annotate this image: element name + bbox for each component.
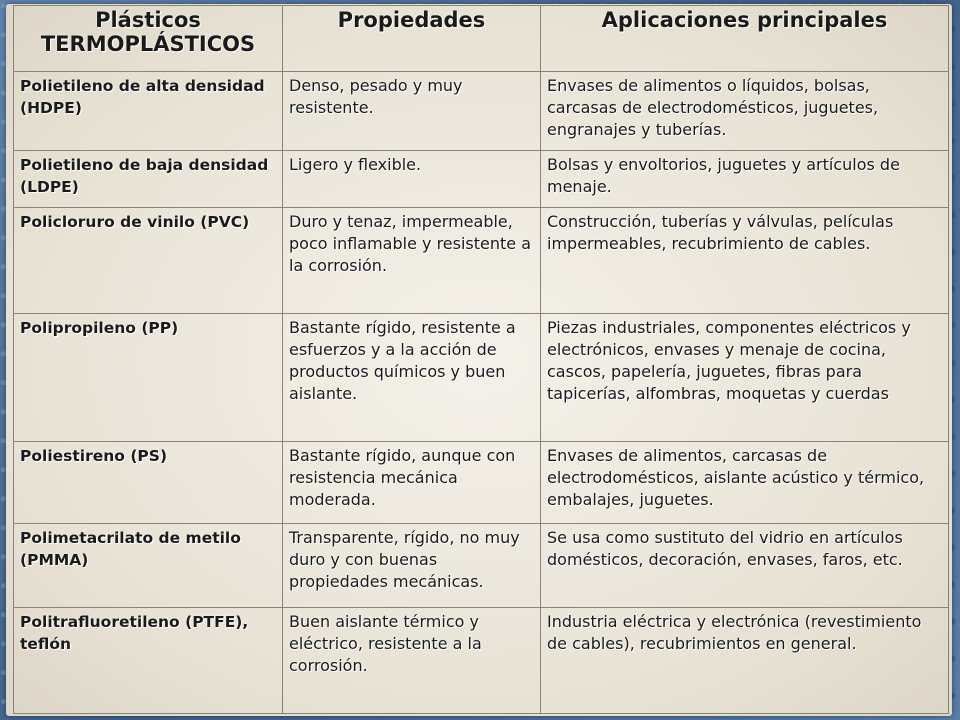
plastic-applications: Se usa como sustituto del vidrio en artículos domésticos, decoración, envases, faros, etc. bbox=[541, 524, 949, 608]
plastic-name: Policloruro de vinilo (PVC) bbox=[14, 208, 283, 314]
plastic-properties: Bastante rígido, resistente a esfuerzos y a la acción de productos químicos y buen aislante. bbox=[283, 314, 541, 442]
plastic-applications: Bolsas y envoltorios, juguetes y artículos de menaje. bbox=[541, 151, 949, 208]
plastic-properties: Transparente, rígido, no muy duro y con buenas propiedades mecánicas. bbox=[283, 524, 541, 608]
plastic-name: Poliestireno (PS) bbox=[14, 442, 283, 524]
plastic-properties: Bastante rígido, aunque con resistencia mecánica moderada. bbox=[283, 442, 541, 524]
plastic-name: Polimetacrilato de metilo (PMMA) bbox=[14, 524, 283, 608]
table-row bbox=[14, 314, 949, 442]
header-row bbox=[14, 6, 949, 72]
table-row bbox=[14, 608, 949, 714]
plastic-properties: Ligero y flexible. bbox=[283, 151, 541, 208]
plastic-properties: Buen aislante térmico y eléctrico, resistente a la corrosión. bbox=[283, 608, 541, 714]
plastic-applications: Envases de alimentos o líquidos, bolsas, carcasas de electrodomésticos, juguetes, engranajes y tuberías. bbox=[541, 72, 949, 151]
plastic-properties: Denso, pesado y muy resistente. bbox=[283, 72, 541, 151]
table-row bbox=[14, 151, 949, 208]
plastics-table bbox=[13, 5, 949, 714]
plastic-applications: Envases de alimentos, carcasas de electrodomésticos, aislante acústico y térmico, embalajes, juguetes. bbox=[541, 442, 949, 524]
plastic-applications: Piezas industriales, componentes eléctricos y electrónicos, envases y menaje de cocina, cascos, papelería, juguetes, fibras para tapicerías, alfombras, moquetas y cuerdas bbox=[541, 314, 949, 442]
table-row bbox=[14, 442, 949, 524]
plastic-name: Polipropileno (PP) bbox=[14, 314, 283, 442]
table-row bbox=[14, 72, 949, 151]
header-propiedades: Propiedades bbox=[283, 6, 541, 72]
plastic-name: Politrafluoretileno (PTFE), teflón bbox=[14, 608, 283, 714]
header-aplicaciones: Aplicaciones principales bbox=[541, 6, 949, 72]
plastic-applications: Construcción, tuberías y válvulas, películas impermeables, recubrimiento de cables. bbox=[541, 208, 949, 314]
plastic-applications: Industria eléctrica y electrónica (revestimiento de cables), recubrimientos en general. bbox=[541, 608, 949, 714]
header-plasticos: Plásticos TERMOPLÁSTICOS bbox=[14, 6, 283, 72]
table-row bbox=[14, 208, 949, 314]
plastic-name: Polietileno de baja densidad (LDPE) bbox=[14, 151, 283, 208]
plastic-name: Polietileno de alta densidad (HDPE) bbox=[14, 72, 283, 151]
table-row bbox=[14, 524, 949, 608]
plastic-properties: Duro y tenaz, impermeable, poco inflamable y resistente a la corrosión. bbox=[283, 208, 541, 314]
